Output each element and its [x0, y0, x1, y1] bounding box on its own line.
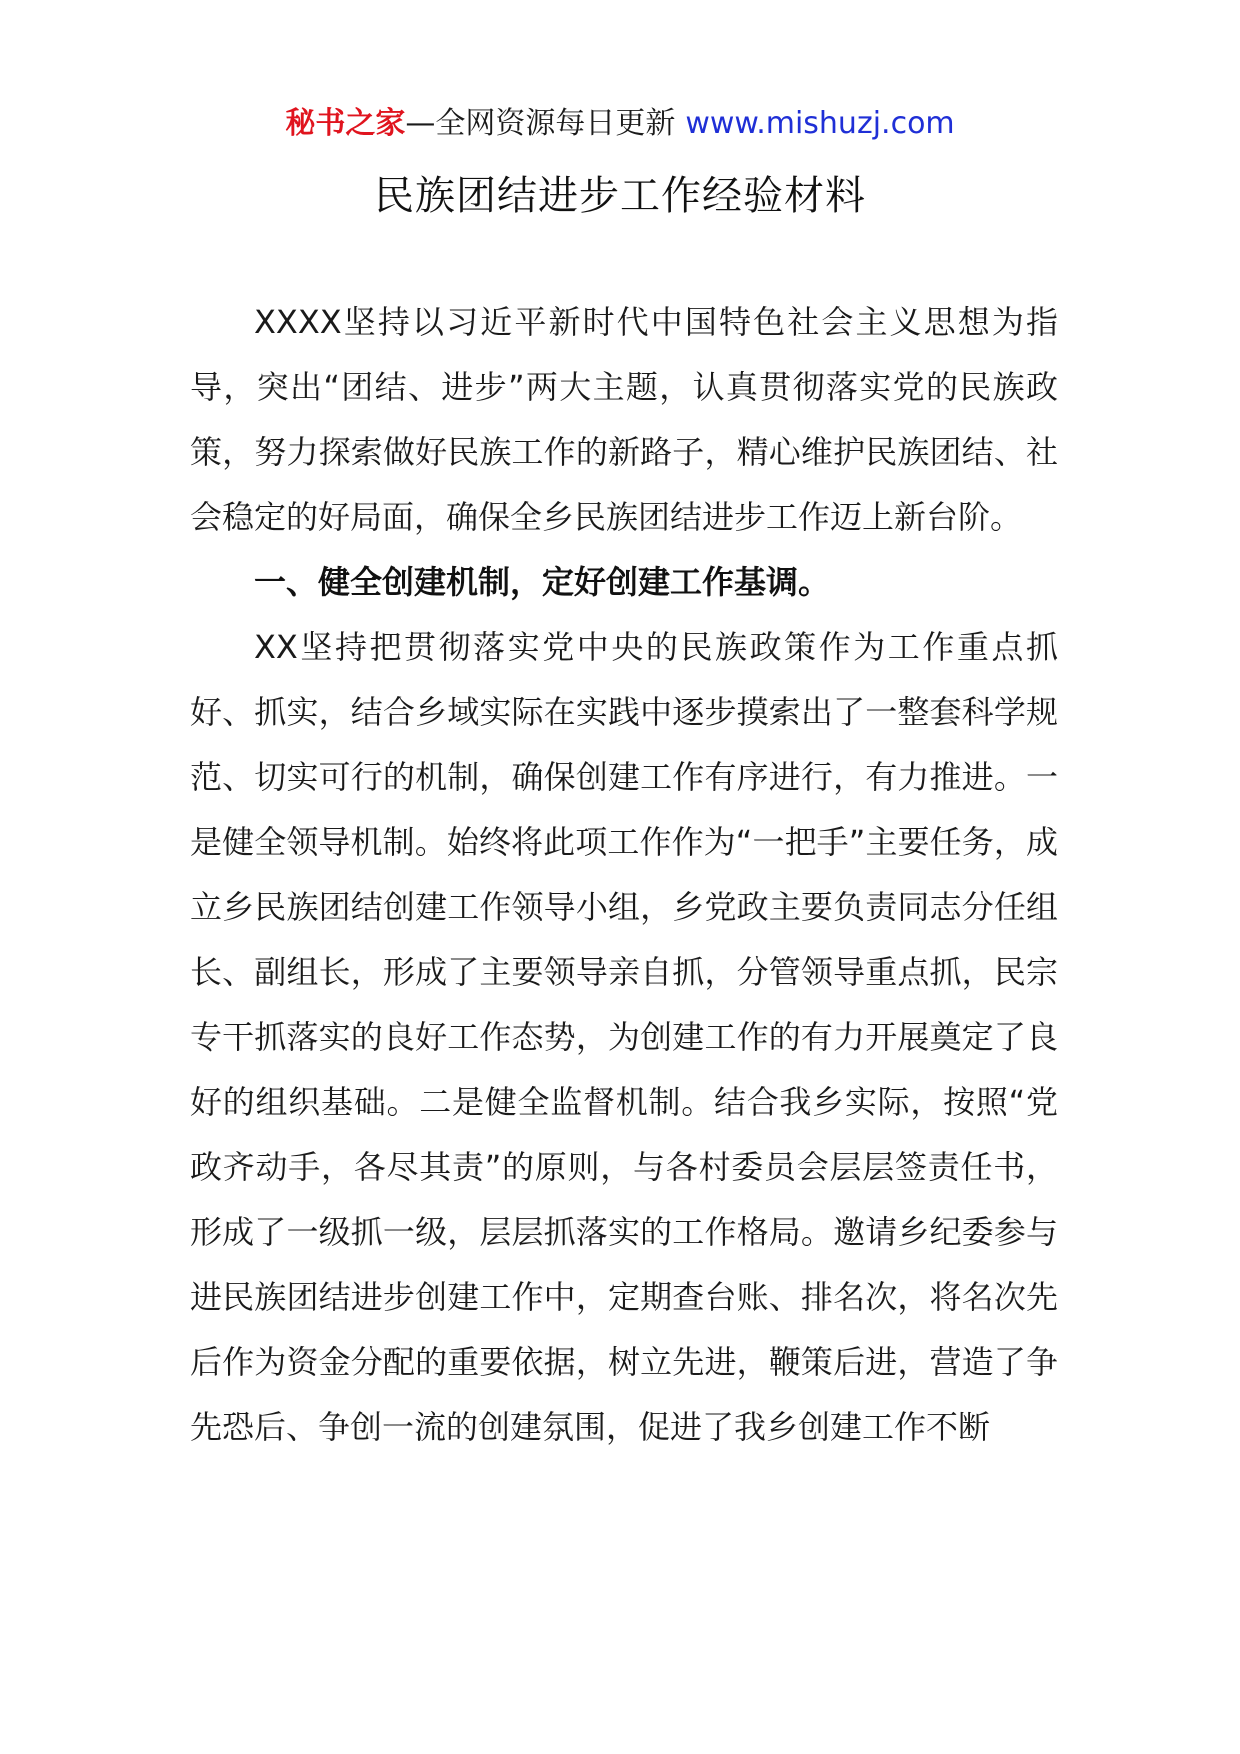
- section-heading-1: 一、健全创建机制，定好创建工作基调。: [254, 563, 831, 601]
- brand-name: 秘书之家: [285, 106, 406, 141]
- header-slogan: —全网资源每日更新: [405, 106, 676, 141]
- site-header: [0, 104, 1240, 144]
- intro-paragraph: XXXX坚持以习近平新时代中国特色社会主义思想为指导，突出“团结、进步”两大主题，认真贯彻落实党的民族政策，努力探索做好民族工作的新路子，精心维护民族团结、社会稳定的好局面，确保全乡民族团结进步工作迈上新台阶。: [190, 303, 1058, 536]
- section-1-paragraph: XX坚持把贯彻落实党中央的民族政策作为工作重点抓好、抓实，结合乡域实际在实践中逐步摸索出了一整套科学规范、切实可行的机制，确保创建工作有序进行，有力推进。一是健全领导机制。始终将此项工作作为“一把手”主要任务，成立乡民族团结创建工作领导小组，乡党政主要负责同志分任组长、副组长，形成了主要领导亲自抓，分管领导重点抓，民宗专干抓落实的良好工作态势，为创建工作的有力开展奠定了良好的组织基础。二是健全监督机制。结合我乡实际，按照“党政齐动手，各尽其责”的原则，与各村委员会层层签责任书，形成了一级抓一级，层层抓落实的工作格局。邀请乡纪委参与进民族团结进步创建工作中，定期查台账、排名次，将名次先后作为资金分配的重要依据，树立先进，鞭策后进，营造了争先恐后、争创一流的创建氛围，促进了我乡创建工作不断: [190, 628, 1058, 1446]
- document-title: 民族团结进步工作经验材料: [374, 173, 866, 219]
- document-body: [190, 290, 1058, 1460]
- site-url-link[interactable]: www.mishuzj.com: [685, 106, 955, 141]
